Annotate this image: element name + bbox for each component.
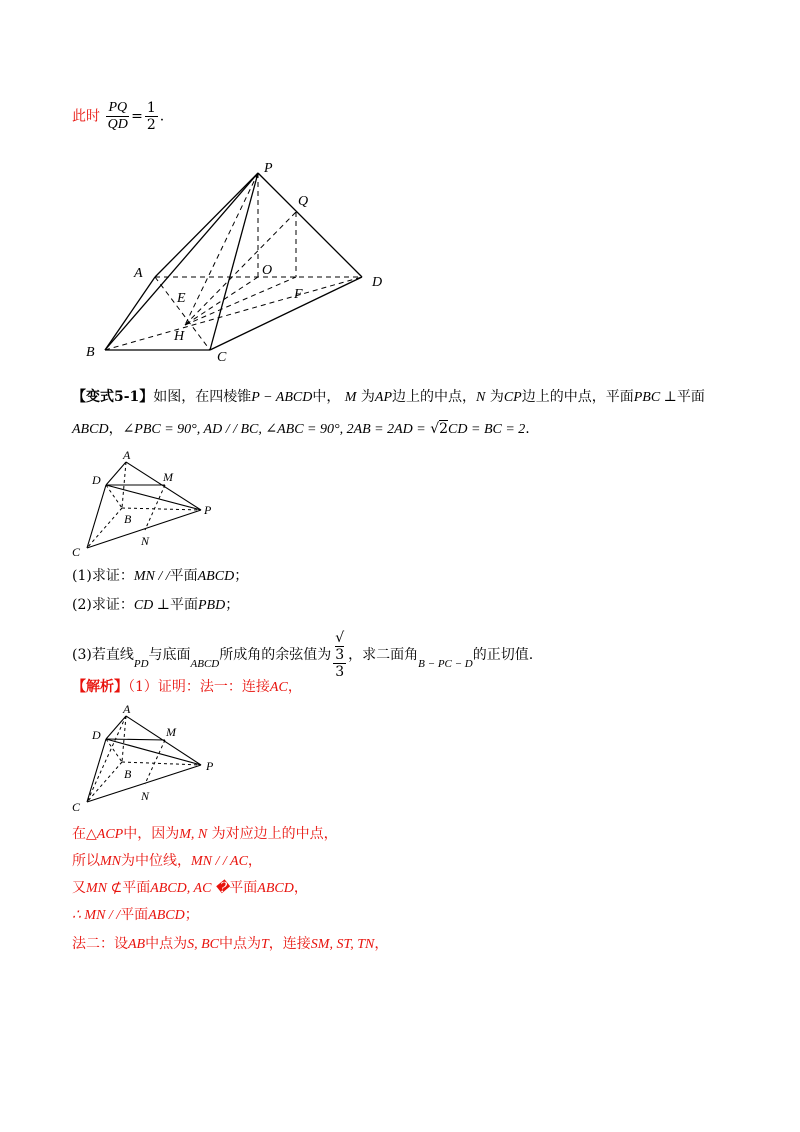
proof-math: ABCD, AC � (150, 881, 230, 896)
label-C: C (72, 800, 81, 814)
part-3 (72, 630, 533, 680)
part-math: CD ⊥ (133, 598, 170, 613)
label-P: P (264, 161, 273, 176)
problem-text: . (525, 421, 530, 437)
label-D: D (92, 473, 101, 487)
label-M: M (166, 725, 176, 739)
part-1 (72, 565, 248, 588)
proof-math: AB (128, 937, 146, 952)
proof-line-4 (72, 904, 199, 927)
problem-math: N (476, 390, 486, 405)
solution-tag: 【解析】 (72, 679, 128, 695)
problem-text: 边上的中点， (392, 389, 477, 405)
part-text: (1)求证： (72, 568, 134, 584)
label-P: P (206, 759, 214, 773)
proof-text: 为中位线， (121, 853, 191, 869)
part-math: MN / / (133, 569, 170, 584)
problem-math: M (344, 390, 357, 405)
proof-line-5 (72, 933, 388, 956)
label-A: A (123, 702, 131, 716)
problem-line-1 (72, 386, 705, 409)
label-N: N (141, 789, 150, 803)
value-numerator: 1 (146, 100, 156, 116)
part-text: 所成角的余弦值为 (219, 647, 332, 663)
problem-math: ABCD (72, 422, 109, 437)
part-text: 平面 (169, 597, 198, 613)
label-B: B (124, 767, 132, 781)
ratio-numerator: PQ (108, 100, 128, 115)
proof-text: ， (293, 880, 308, 896)
label-C: C (72, 545, 81, 559)
part-text: ； (234, 568, 249, 584)
proof-math: MN ⊄ (86, 881, 123, 896)
part-text: ； (225, 597, 240, 613)
proof-math: ABCD (148, 908, 185, 923)
label-D: D (92, 728, 101, 742)
cosine-radicand: 3 (335, 647, 345, 663)
label-F: F (294, 287, 303, 302)
value-fraction (145, 100, 158, 133)
problem-text: ， (108, 421, 123, 437)
problem-math: PBC ⊥ (633, 390, 677, 405)
proof-line-2 (72, 850, 262, 873)
label-B: B (86, 345, 95, 360)
problem-line-2: ABCD，∠PBC = 90°, AD / / BC, ∠ABC = 90°, 2AB = 2AD = √2CD = BC = 2. (72, 421, 530, 437)
proof-math: T (261, 937, 269, 952)
proof-math: MN / / AC (191, 854, 248, 869)
solution-text: ， (287, 679, 302, 695)
label-H: H (174, 329, 185, 344)
figure-pyramid-3 (70, 700, 230, 820)
cosine-denominator: 3 (335, 664, 345, 680)
label-C: C (217, 350, 227, 365)
part-text: 与底面 (148, 647, 191, 663)
ratio-denominator: QD (107, 117, 128, 132)
part-math: ABCD (197, 569, 235, 584)
intro-suffix: . (159, 108, 165, 125)
problem-text: 边上的中点，平面 (521, 389, 634, 405)
problem-math: AP (374, 390, 393, 405)
proof-math: S, BC (187, 937, 219, 952)
part-text: (2)求证： (72, 597, 134, 613)
problem-math: CP (503, 390, 522, 405)
problem-text: 如图，在四棱锥 (153, 389, 252, 405)
label-A: A (123, 448, 131, 462)
proof-math: ABCD (257, 881, 294, 896)
solution-math: AC (269, 680, 288, 695)
proof-text: ； (184, 907, 199, 923)
problem-text: 中， (312, 389, 341, 405)
problem-math: P − ABCD (251, 390, 313, 405)
proof-text: 法二：设 (72, 936, 128, 952)
part-math: PD (133, 658, 149, 670)
proof-text: ， (247, 853, 262, 869)
proof-text: 平面 (229, 880, 258, 896)
part-math: PBD (197, 598, 226, 613)
proof-text: 所以 (72, 853, 100, 869)
part-math: B − PC − D (418, 658, 473, 670)
value-denominator: 2 (146, 117, 156, 133)
proof-text: 在 (72, 826, 86, 842)
proof-text: ， (374, 936, 389, 952)
proof-text: ，连接 (268, 936, 311, 952)
proof-math: SM, ST, TN (310, 937, 375, 952)
problem-math: ∠PBC = 90°, AD / / BC, ∠ABC = 90°, 2AB = 2AD = (122, 422, 426, 437)
solution-text: （1）证明：法一：连接 (128, 679, 270, 695)
proof-line-1 (72, 823, 338, 846)
proof-text: 为对应边上的中点， (211, 826, 338, 842)
proof-text: 中点为 (219, 936, 261, 952)
proof-line-3 (72, 877, 308, 900)
label-A: A (134, 266, 143, 281)
proof-math: M, N (179, 827, 208, 842)
ratio-fraction (106, 100, 129, 133)
proof-text: 中，因为 (123, 826, 180, 842)
part-text: 的正切值. (472, 647, 534, 663)
label-E: E (177, 291, 186, 306)
proof-text: 中点为 (145, 936, 188, 952)
label-N: N (141, 534, 150, 548)
problem-tag: 【变式5-1】 (72, 389, 154, 405)
part-text: 平面 (169, 568, 198, 584)
label-Q: Q (298, 194, 309, 209)
label-M: M (163, 470, 173, 484)
label-D: D (372, 275, 383, 290)
label-B: B (124, 512, 132, 526)
problem-text: 为 (489, 389, 504, 405)
proof-text: 平面 (122, 880, 151, 896)
label-O: O (262, 263, 273, 278)
cosine-numerator: √ 3 (335, 630, 345, 663)
problem-text: 平面 (676, 389, 705, 405)
part-text: (3)若直线 (72, 647, 134, 663)
problem-math: CD = BC = 2 (448, 422, 526, 437)
part-math: ABCD (190, 658, 220, 670)
part-2 (72, 594, 239, 617)
figure-pyramid-2 (70, 445, 230, 565)
proof-math: MN (100, 854, 121, 869)
intro-prefix: 此时 (72, 108, 100, 125)
proof-text: 平面 (120, 907, 149, 923)
figure-pyramid-1 (80, 160, 400, 370)
proof-math: ∴ MN / / (72, 908, 121, 923)
proof-text: 又 (72, 880, 86, 896)
proof-math: △ACP (86, 827, 124, 842)
label-P: P (204, 503, 212, 517)
sqrt-radicand: 2 (439, 421, 449, 437)
intro-line (72, 100, 164, 133)
part-text: ，求二面角 (348, 647, 419, 663)
solution-header (72, 676, 302, 699)
problem-text: 为 (360, 389, 375, 405)
equals-sign: = (131, 108, 143, 125)
cosine-fraction (333, 630, 346, 680)
